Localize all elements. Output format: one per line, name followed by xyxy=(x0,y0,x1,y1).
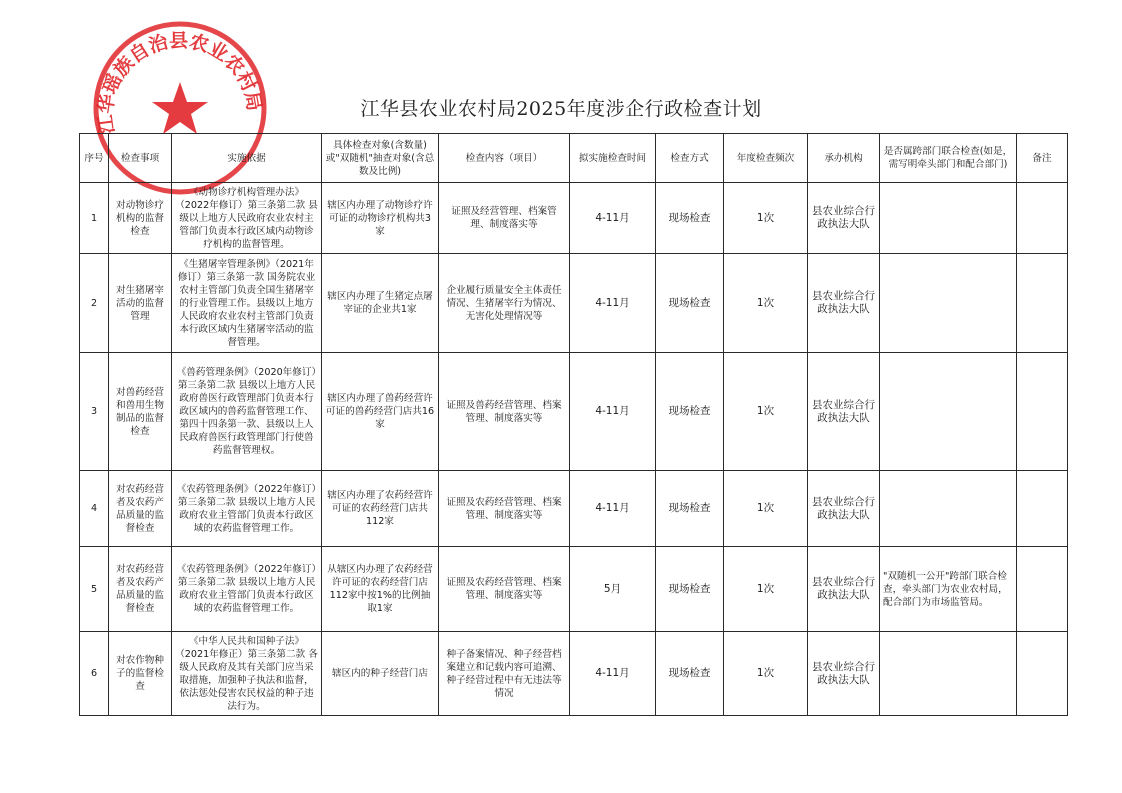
joint-inspection xyxy=(880,632,1017,716)
legal-basis: 《兽药管理条例》（2020年修订）第三条第二款 县级以上地方人民政府兽医行政管理部门负责本行政区域内的兽药监督管理工作、第四十四条第一款、县级以上人民政府兽医行政管理部门行使兽药监督管理权。 xyxy=(172,353,322,471)
inspection-method: 现场检查 xyxy=(656,183,724,254)
header-cell: 拟实施检查时间 xyxy=(570,134,656,183)
inspection-target: 辖区内的种子经营门店 xyxy=(322,632,439,716)
inspection-target: 辖区内办理了兽药经营许可证的兽药经营门店共16家 xyxy=(322,353,439,471)
remark xyxy=(1017,254,1068,353)
header-cell: 备注 xyxy=(1017,134,1068,183)
inspection-frequency: 1次 xyxy=(724,471,808,547)
inspection-method: 现场检查 xyxy=(656,632,724,716)
inspection-time: 4-11月 xyxy=(570,353,656,471)
row-number: 6 xyxy=(80,632,109,716)
inspection-content: 企业履行质量安全主体责任情况、生猪屠宰行为情况、无害化处理情况等 xyxy=(439,254,570,353)
inspection-content: 证照及农药经营管理、档案管理、制度落实等 xyxy=(439,547,570,632)
legal-basis: 《农药管理条例》（2022年修订）第三条第二款 县级以上地方人民政府农业主管部门负责本行政区域的农药监督管理工作。 xyxy=(172,547,322,632)
responsible-org: 县农业综合行政执法大队 xyxy=(808,471,880,547)
inspection-time: 4-11月 xyxy=(570,471,656,547)
inspection-target: 辖区内办理了生猪定点屠宰证的企业共1家 xyxy=(322,254,439,353)
inspection-target: 从辖区内办理了农药经营许可证的农药经营门店112家中按1%的比例抽取1家 xyxy=(322,547,439,632)
table-row xyxy=(80,632,1068,716)
inspection-content: 种子备案情况、种子经营档案建立和记载内容可追溯、种子经营过程中有无违法等情况 xyxy=(439,632,570,716)
legal-basis: 《动物诊疗机构管理办法》（2022年修订）第三条第二款 县级以上地方人民政府农业农村主管部门负责本行政区域内动物诊疗机构的监督管理。 xyxy=(172,183,322,254)
inspection-item: 对生猪屠宰活动的监督管理 xyxy=(109,254,172,353)
responsible-org: 县农业综合行政执法大队 xyxy=(808,183,880,254)
inspection-item: 对农药经营者及农药产品质量的监督检查 xyxy=(109,547,172,632)
remark xyxy=(1017,471,1068,547)
header-cell: 是否属跨部门联合检查(如是，需写明牵头部门和配合部门) xyxy=(880,134,1017,183)
joint-inspection xyxy=(880,471,1017,547)
remark xyxy=(1017,183,1068,254)
inspection-frequency: 1次 xyxy=(724,254,808,353)
row-number: 4 xyxy=(80,471,109,547)
header-cell: 检查事项 xyxy=(109,134,172,183)
header-cell: 承办机构 xyxy=(808,134,880,183)
remark xyxy=(1017,353,1068,471)
document-title: 江华县农业农村局2025年度涉企行政检查计划 xyxy=(360,98,762,120)
joint-inspection xyxy=(880,353,1017,471)
joint-inspection xyxy=(880,183,1017,254)
inspection-time: 5月 xyxy=(570,547,656,632)
inspection-target: 辖区内办理了动物诊疗许可证的动物诊疗机构共3家 xyxy=(322,183,439,254)
inspection-frequency: 1次 xyxy=(724,547,808,632)
legal-basis: 《中华人民共和国种子法》（2021年修正）第三条第二款 各级人民政府及其有关部门应当采取措施，加强种子执法和监督，依法惩处侵害农民权益的种子违法行为。 xyxy=(172,632,322,716)
inspection-time: 4-11月 xyxy=(570,632,656,716)
remark xyxy=(1017,632,1068,716)
legal-basis: 《农药管理条例》（2022年修订）第三条第二款 县级以上地方人民政府农业主管部门负责本行政区域的农药监督管理工作。 xyxy=(172,471,322,547)
remark xyxy=(1017,547,1068,632)
responsible-org: 县农业综合行政执法大队 xyxy=(808,547,880,632)
table-header-row xyxy=(80,134,1068,183)
inspection-frequency: 1次 xyxy=(724,183,808,254)
row-number: 1 xyxy=(80,183,109,254)
table-row xyxy=(80,183,1068,254)
svg-text:江华瑶族自治县农业农村局: 江华瑶族自治县农业农村局 xyxy=(94,29,266,136)
inspection-content: 证照及农药经营管理、档案管理、制度落实等 xyxy=(439,471,570,547)
header-cell: 具体检查对象(含数量)或"双随机"抽查对象(含总数及比例) xyxy=(322,134,439,183)
inspection-target: 辖区内办理了农药经营许可证的农药经营门店共112家 xyxy=(322,471,439,547)
inspection-content: 证照及兽药经营管理、档案管理、制度落实等 xyxy=(439,353,570,471)
header-cell: 实施依据 xyxy=(172,134,322,183)
inspection-frequency: 1次 xyxy=(724,632,808,716)
responsible-org: 县农业综合行政执法大队 xyxy=(808,254,880,353)
responsible-org: 县农业综合行政执法大队 xyxy=(808,353,880,471)
inspection-method: 现场检查 xyxy=(656,547,724,632)
row-number: 2 xyxy=(80,254,109,353)
row-number: 3 xyxy=(80,353,109,471)
header-cell: 检查内容（项目） xyxy=(439,134,570,183)
inspection-item: 对农药经营者及农药产品质量的监督检查 xyxy=(109,471,172,547)
inspection-item: 对兽药经营和兽用生物制品的监督检查 xyxy=(109,353,172,471)
joint-inspection xyxy=(880,254,1017,353)
inspection-frequency: 1次 xyxy=(724,353,808,471)
inspection-time: 4-11月 xyxy=(570,254,656,353)
header-cell: 序号 xyxy=(80,134,109,183)
table-row xyxy=(80,353,1068,471)
row-number: 5 xyxy=(80,547,109,632)
inspection-method: 现场检查 xyxy=(656,254,724,353)
table-row xyxy=(80,547,1068,632)
legal-basis: 《生猪屠宰管理条例》（2021年修订）第三条第一款 国务院农业农村主管部门负责全国生猪屠宰的行业管理工作。县级以上地方人民政府农业农村主管部门负责本行政区域内生猪屠宰活动的监督管理。 xyxy=(172,254,322,353)
header-cell: 年度检查频次 xyxy=(724,134,808,183)
responsible-org: 县农业综合行政执法大队 xyxy=(808,632,880,716)
inspection-plan-table xyxy=(79,133,1068,716)
table-row xyxy=(80,471,1068,547)
inspection-content: 证照及经营管理、档案管理、制度落实等 xyxy=(439,183,570,254)
inspection-method: 现场检查 xyxy=(656,471,724,547)
joint-inspection: "双随机一公开"跨部门联合检查，牵头部门为农业农村局，配合部门为市场监管局。 xyxy=(880,547,1017,632)
header-cell: 检查方式 xyxy=(656,134,724,183)
inspection-item: 对动物诊疗机构的监督检查 xyxy=(109,183,172,254)
inspection-time: 4-11月 xyxy=(570,183,656,254)
inspection-item: 对农作物种子的监督检查 xyxy=(109,632,172,716)
inspection-method: 现场检查 xyxy=(656,353,724,471)
table-row xyxy=(80,254,1068,353)
